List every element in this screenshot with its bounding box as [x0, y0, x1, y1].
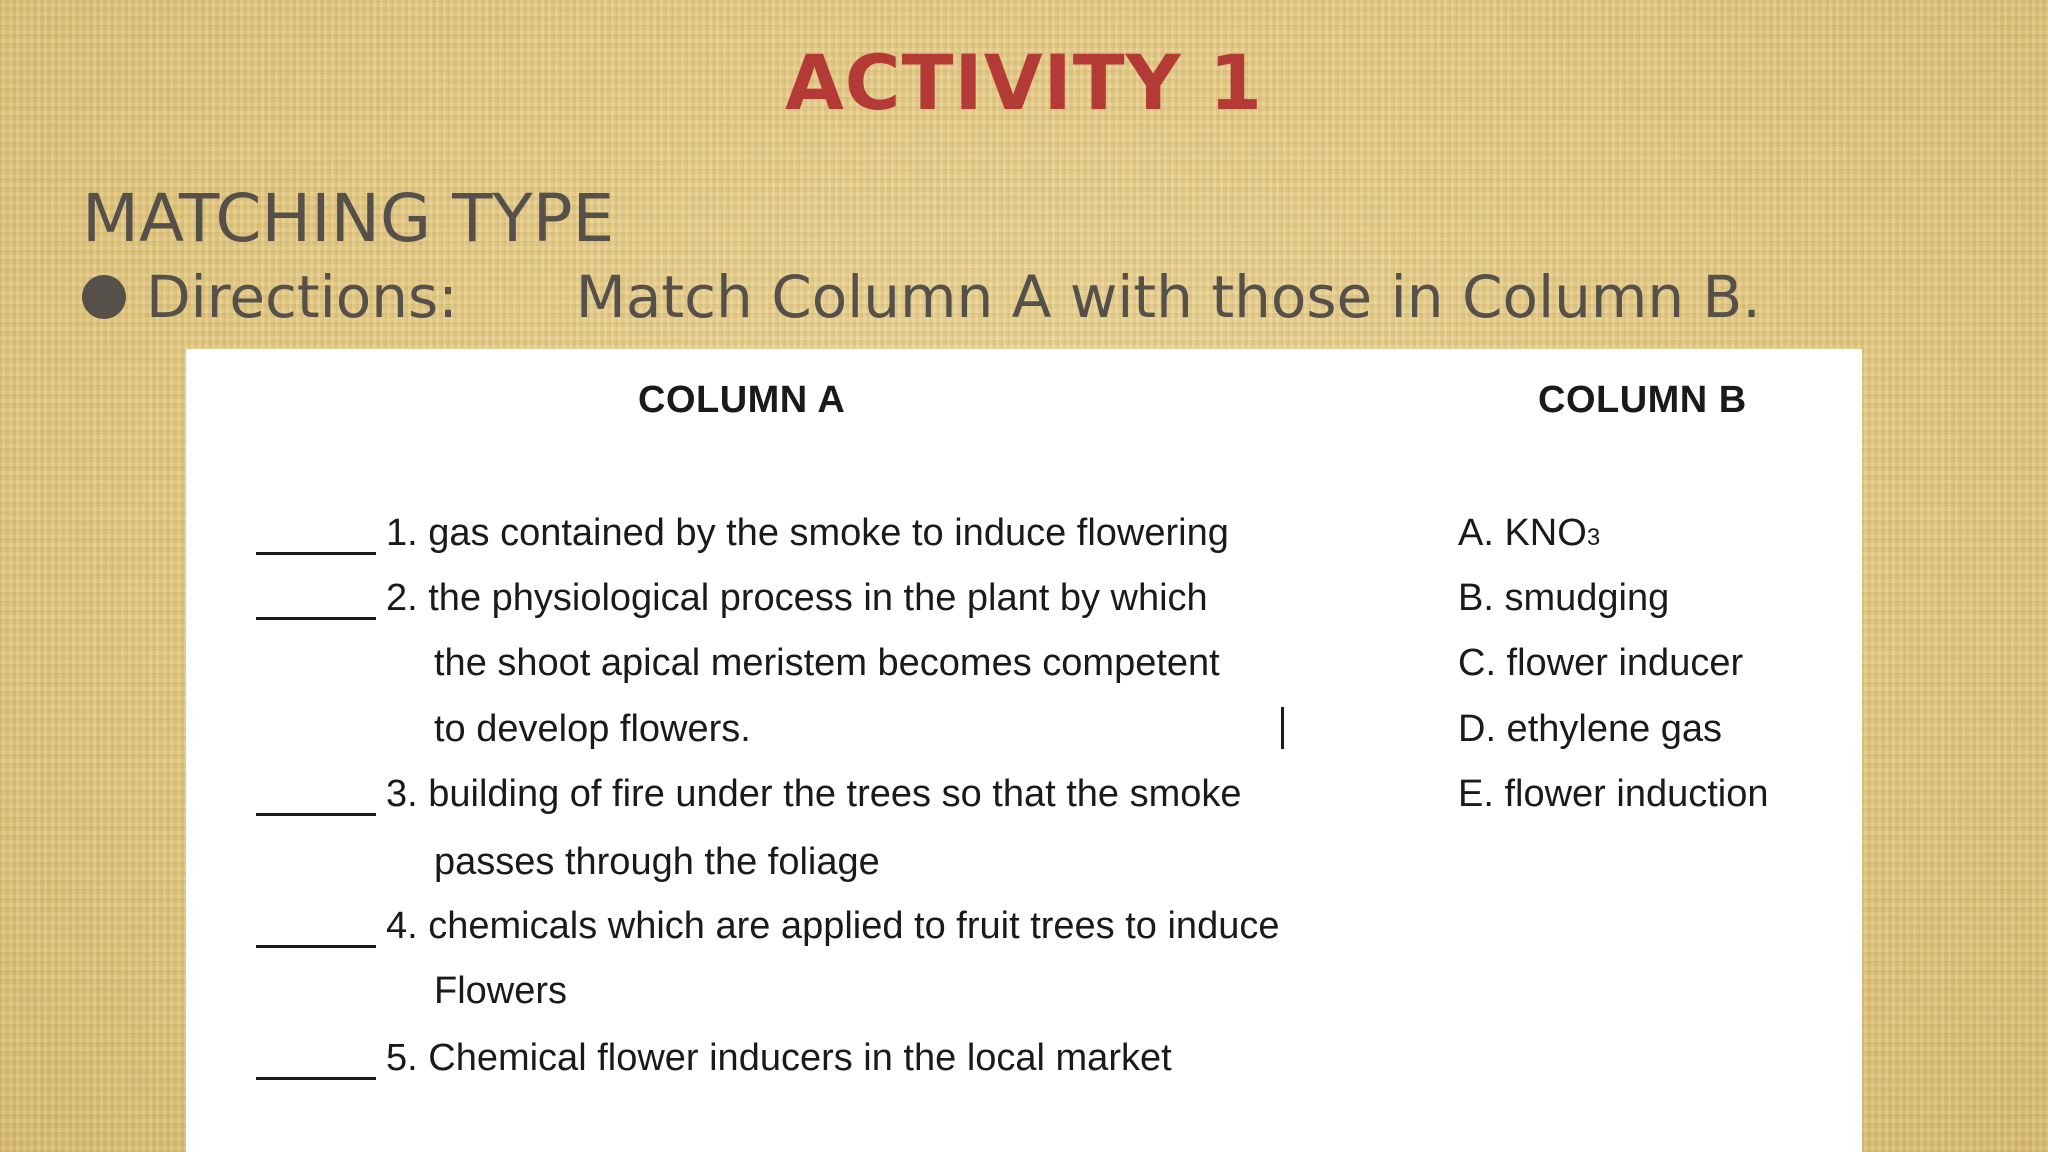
slide-title: ACTIVITY 1 [784, 38, 1264, 127]
option-c: C. flower inducer [1458, 642, 1744, 684]
item-2-line: 2. the physiological process in the plant by which [386, 577, 1208, 619]
item-4-line-cont: Flowers [434, 970, 568, 1012]
item-3-line: 3. building of fire under the trees so that the smoke [386, 773, 1242, 815]
option-d: D. ethylene gas [1458, 708, 1723, 750]
option-b: B. smudging [1458, 577, 1670, 619]
slide-subtitle: MATCHING TYPE [82, 180, 615, 257]
answer-blank-3 [256, 813, 376, 816]
item-2-line-cont: to develop flowers. [434, 708, 751, 750]
item-1-line: 1. gas contained by the smoke to induce flowering [386, 512, 1229, 554]
bullet-icon [82, 275, 126, 319]
directions-label: Directions: [146, 263, 458, 331]
directions-text: Match Column A with those in Column B. [575, 263, 1761, 331]
item-5-line: 5. Chemical flower inducers in the local market [386, 1037, 1172, 1079]
matching-table [186, 349, 1862, 1152]
text-cursor [1281, 707, 1284, 749]
item-4-line: 4. chemicals which are applied to fruit trees to induce [386, 905, 1280, 947]
option-a-text: A. KNO [1458, 512, 1587, 554]
answer-blank-1 [256, 552, 376, 555]
option-a [1458, 514, 1600, 552]
column-a-header: COLUMN A [638, 379, 846, 421]
column-b-header: COLUMN B [1538, 379, 1747, 421]
option-a-subscript: 3 [1586, 524, 1601, 551]
item-2-line-cont: the shoot apical meristem becomes competent [434, 642, 1220, 684]
answer-blank-5 [256, 1077, 376, 1080]
option-e: E. flower induction [1458, 773, 1769, 815]
answer-blank-2 [256, 617, 376, 620]
item-3-line-cont: passes through the foliage [434, 841, 880, 883]
directions-line [82, 262, 1761, 332]
answer-blank-4 [256, 945, 376, 948]
